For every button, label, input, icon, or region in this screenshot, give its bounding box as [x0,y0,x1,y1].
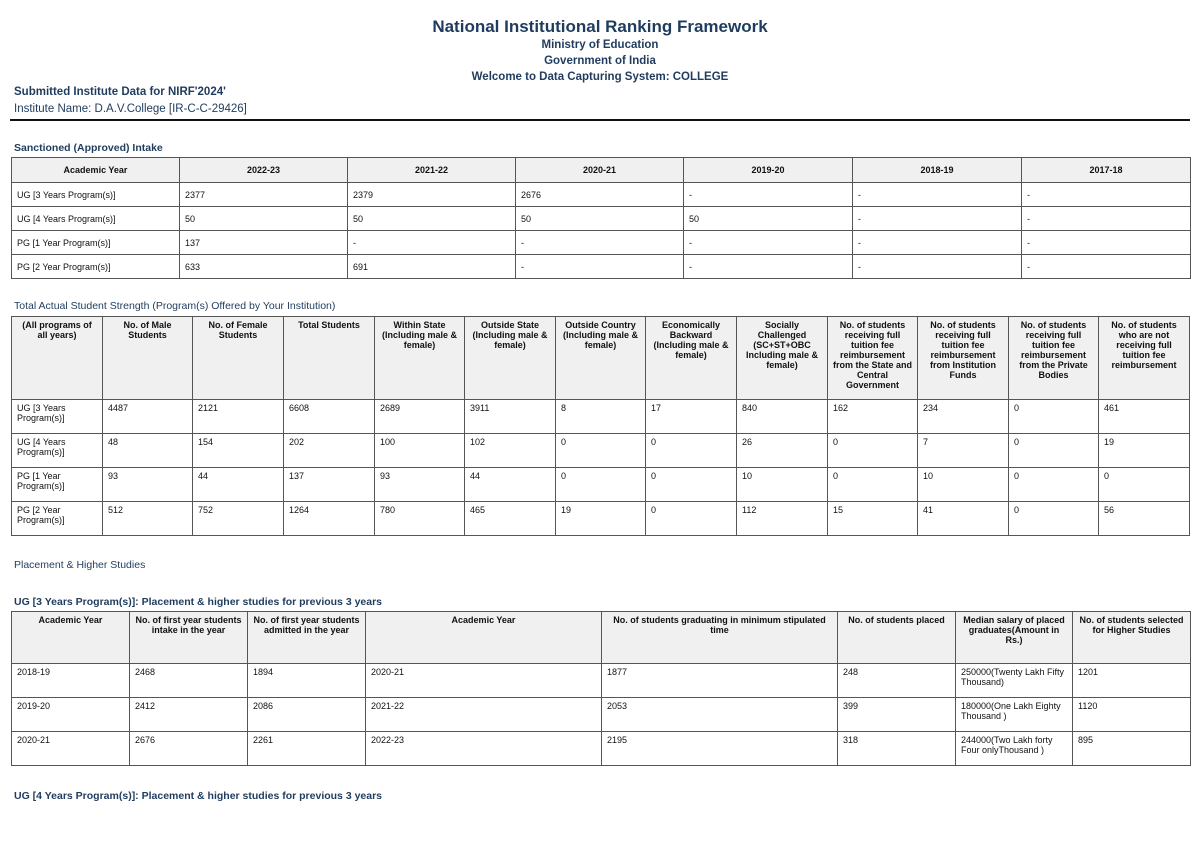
table-cell: 2053 [602,698,838,732]
table-cell: 2021-22 [366,698,602,732]
table-cell: - [853,231,1022,255]
table-cell: 4487 [103,400,193,434]
table-cell: 100 [375,434,465,468]
strength-section-title: Total Actual Student Strength (Program(s) Offered by Your Institution) [14,300,336,312]
submitted-heading: Submitted Institute Data for NIRF'2024' [14,86,226,98]
table-cell: UG [3 Years Program(s)] [12,400,103,434]
table-row [12,183,1191,207]
table-row [12,732,1191,766]
table-cell: 0 [1009,468,1099,502]
table-cell: - [516,231,684,255]
table-row [12,231,1191,255]
table-cell: 3911 [465,400,556,434]
table-cell: 318 [838,732,956,766]
table-cell: 2020-21 [12,732,130,766]
table-row [12,664,1191,698]
table-cell: 2676 [130,732,248,766]
intake-col-header: 2019-20 [684,158,853,183]
table-cell: - [853,207,1022,231]
table-cell: PG [1 Year Program(s)] [12,468,103,502]
intake-section-title: Sanctioned (Approved) Intake [14,142,163,154]
table-cell: 0 [1009,434,1099,468]
placement-col-header: No. of first year students admitted in the year [248,612,366,664]
table-cell: 465 [465,502,556,536]
table-cell: 1877 [602,664,838,698]
table-cell: - [1022,255,1191,279]
table-cell: 41 [918,502,1009,536]
table-cell: 0 [646,434,737,468]
strength-col-header: No. of students receiving full tuition fee reimbursement from the Private Bodies [1009,317,1099,400]
table-cell: - [348,231,516,255]
table-row [12,502,1190,536]
table-cell: 2195 [602,732,838,766]
table-cell: 180000(One Lakh Eighty Thousand ) [956,698,1073,732]
intake-col-header: 2020-21 [516,158,684,183]
table-cell: 56 [1099,502,1190,536]
strength-col-header: Outside Country (Including male & female) [556,317,646,400]
page-title: National Institutional Ranking Framework [432,17,768,36]
table-cell: 50 [180,207,348,231]
table-cell: 0 [646,468,737,502]
placement-col-header: Academic Year [366,612,602,664]
intake-col-header: 2017-18 [1022,158,1191,183]
table-cell: 2377 [180,183,348,207]
table-cell: 10 [918,468,1009,502]
strength-col-header: No. of students receiving full tuition fee reimbursement from Institution Funds [918,317,1009,400]
table-cell: 0 [1099,468,1190,502]
table-row [12,400,1190,434]
strength-col-header: No. of Male Students [103,317,193,400]
placement-col-header: No. of students selected for Higher Studies [1073,612,1191,664]
table-cell: 26 [737,434,828,468]
table-cell: 50 [516,207,684,231]
table-cell: 19 [556,502,646,536]
table-cell: 840 [737,400,828,434]
table-cell: 1120 [1073,698,1191,732]
intake-header-row [12,158,1191,183]
table-cell: 0 [556,468,646,502]
table-cell: 2379 [348,183,516,207]
table-cell: 17 [646,400,737,434]
strength-col-header: Economically Backward (Including male & female) [646,317,737,400]
table-cell: 154 [193,434,284,468]
strength-table [11,316,1190,536]
ug3-placement-title: UG [3 Years Program(s)]: Placement & higher studies for previous 3 years [14,596,383,608]
table-cell: 461 [1099,400,1190,434]
table-cell: 2412 [130,698,248,732]
table-row [12,207,1191,231]
table-row [12,468,1190,502]
table-cell: 248 [838,664,956,698]
table-cell: 780 [375,502,465,536]
placement-col-header: Median salary of placed graduates(Amount in Rs.) [956,612,1073,664]
table-cell: 8 [556,400,646,434]
table-cell: 202 [284,434,375,468]
table-cell: 44 [465,468,556,502]
table-cell: 2086 [248,698,366,732]
table-cell: 10 [737,468,828,502]
table-cell: - [1022,207,1191,231]
table-cell: 0 [1009,502,1099,536]
placement-section-title: Placement & Higher Studies [14,559,146,571]
table-cell: 19 [1099,434,1190,468]
table-cell: 15 [828,502,918,536]
table-cell: - [684,231,853,255]
table-cell: 1894 [248,664,366,698]
table-cell: 50 [684,207,853,231]
table-row [12,698,1191,732]
table-cell: 7 [918,434,1009,468]
table-cell: PG [1 Year Program(s)] [12,231,180,255]
intake-col-header: 2018-19 [853,158,1022,183]
table-cell: - [684,183,853,207]
table-cell: 691 [348,255,516,279]
table-cell: 0 [828,468,918,502]
table-cell: 2019-20 [12,698,130,732]
table-cell: - [1022,183,1191,207]
strength-col-header: Socially Challenged (SC+ST+OBC Including male & female) [737,317,828,400]
table-row [12,434,1190,468]
table-cell: 0 [828,434,918,468]
table-cell: PG [2 Year Program(s)] [12,255,180,279]
table-cell: 250000(Twenty Lakh Fifty Thousand) [956,664,1073,698]
table-cell: 633 [180,255,348,279]
strength-col-header: Within State (Including male & female) [375,317,465,400]
strength-col-header: No. of students receiving full tuition fee reimbursement from the State and Central Government [828,317,918,400]
placement-col-header: No. of students placed [838,612,956,664]
strength-col-header: (All programs of all years) [12,317,103,400]
table-cell: - [684,255,853,279]
strength-header-row [12,317,1190,400]
intake-col-header: 2022-23 [180,158,348,183]
table-cell: 93 [375,468,465,502]
table-cell: - [853,183,1022,207]
placement-col-header: No. of students graduating in minimum stipulated time [602,612,838,664]
table-cell: 112 [737,502,828,536]
intake-col-header: 2021-22 [348,158,516,183]
table-cell: 1264 [284,502,375,536]
strength-col-header: No. of Female Students [193,317,284,400]
intake-table [11,157,1191,279]
table-cell: 752 [193,502,284,536]
table-cell: 895 [1073,732,1191,766]
table-cell: 6608 [284,400,375,434]
header-divider [10,119,1190,121]
table-cell: 1201 [1073,664,1191,698]
table-cell: - [516,255,684,279]
placement-col-header: No. of first year students intake in the year [130,612,248,664]
table-cell: 2689 [375,400,465,434]
table-cell: UG [3 Years Program(s)] [12,183,180,207]
table-cell: 102 [465,434,556,468]
strength-col-header: No. of students who are not receiving full tuition fee reimbursement [1099,317,1190,400]
table-cell: 2468 [130,664,248,698]
table-cell: 2121 [193,400,284,434]
table-cell: 93 [103,468,193,502]
table-cell: - [1022,231,1191,255]
table-cell: 137 [284,468,375,502]
table-cell: 2020-21 [366,664,602,698]
table-cell: UG [4 Years Program(s)] [12,434,103,468]
table-cell: 0 [1009,400,1099,434]
table-cell: 44 [193,468,284,502]
table-cell: PG [2 Year Program(s)] [12,502,103,536]
intake-col-header: Academic Year [12,158,180,183]
table-cell: 2018-19 [12,664,130,698]
ug4-placement-title: UG [4 Years Program(s)]: Placement & higher studies for previous 3 years [14,790,383,802]
table-cell: 2676 [516,183,684,207]
table-cell: 2261 [248,732,366,766]
placement-header-row [12,612,1191,664]
table-cell: 162 [828,400,918,434]
table-cell: 0 [646,502,737,536]
table-cell: 234 [918,400,1009,434]
table-row [12,255,1191,279]
government-line: Government of India [544,55,656,67]
table-cell: 137 [180,231,348,255]
institute-name: Institute Name: D.A.V.College [IR-C-C-29426] [14,103,247,115]
table-cell: 0 [556,434,646,468]
table-cell: 399 [838,698,956,732]
table-cell: 48 [103,434,193,468]
table-cell: UG [4 Years Program(s)] [12,207,180,231]
table-cell: 50 [348,207,516,231]
welcome-line: Welcome to Data Capturing System: COLLEGE [471,71,729,83]
placement-table [11,611,1191,766]
strength-col-header: Outside State (Including male & female) [465,317,556,400]
strength-col-header: Total Students [284,317,375,400]
table-cell: 512 [103,502,193,536]
table-cell: - [853,255,1022,279]
placement-col-header: Academic Year [12,612,130,664]
table-cell: 2022-23 [366,732,602,766]
table-cell: 244000(Two Lakh forty Four onlyThousand ) [956,732,1073,766]
ministry-line: Ministry of Education [541,39,659,51]
